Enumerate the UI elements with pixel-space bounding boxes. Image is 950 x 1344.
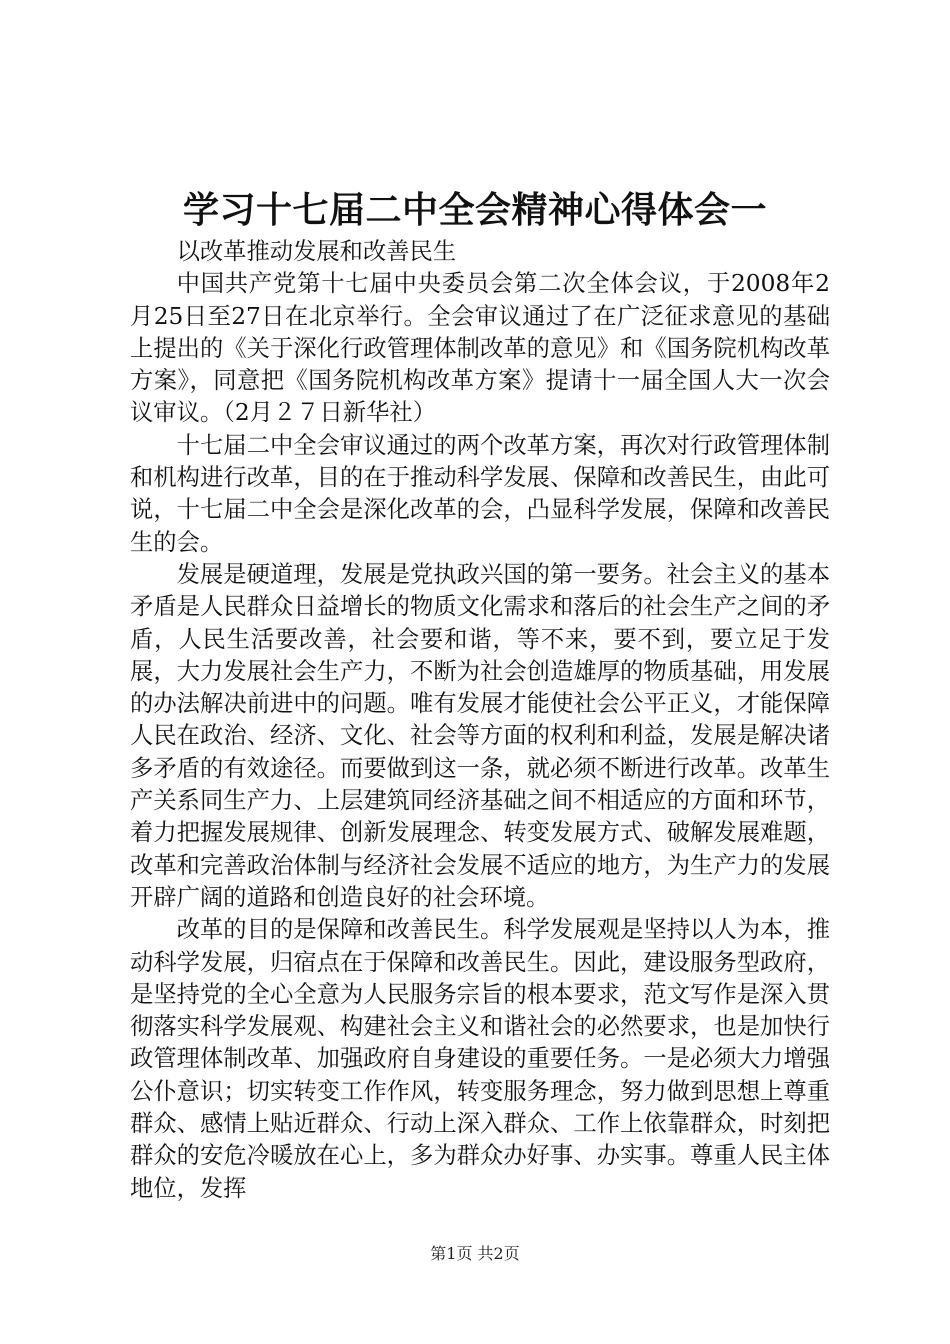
- paragraph-subtitle: 以改革推动发展和改善民生: [176, 238, 457, 265]
- page-footer: 第1页 共2页: [430, 1244, 520, 1263]
- document-body: [130, 236, 830, 1205]
- paragraph-4: 改革的目的是保障和改善民生。科学发展观是坚持以人为本，推动科学发展，归宿点在于保障和改善民生。因此，建设服务型政府，是坚持党的全心全意为人民服务宗旨的根本要求，范文写作是深入贯彻落实科学发展观、构建社会主义和谐社会的必然要求，也是加快行政管理体制改革、加强政府自身建设的重要任务。一是必须大力增强公仆意识；切实转变工作作风，转变服务理念，努力做到思想上尊重群众、感情上贴近群众、行动上深入群众、工作上依靠群众，时刻把群众的安危冷暖放在心上，多为群众办好事、办实事。尊重人民主体地位，发挥: [130, 916, 830, 1202]
- document-title: 学习十七届二中全会精神心得体会一: [182, 189, 767, 231]
- paragraph-3: 发展是硬道理，发展是党执政兴国的第一要务。社会主义的基本矛盾是人民群众日益增长的物质文化需求和落后的社会生产之间的矛盾，人民生活要改善，社会要和谐，等不来，要不到，要立足于发展，大力发展社会生产力，不断为社会创造雄厚的物质基础，用发展的办法解决前进中的问题。唯有发展才能使社会公平正义，才能保障人民在政治、经济、文化、社会等方面的权利和利益，发展是解决诸多矛盾的有效途径。而要做到这一条，就必须不断进行改革。改革生产关系同生产力、上层建筑同经济基础之间不相适应的方面和环节，着力把握发展规律、创新发展理念、转变发展方式、破解发展难题，改革和完善政治体制与经济社会发展不适应的地方，为生产力的发展开辟广阔的道路和创造良好的社会环境。: [130, 560, 830, 911]
- paragraph-2: 十七届二中全会审议通过的两个改革方案，再次对行政管理体制和机构进行改革，目的在于推动科学发展、保障和改善民生，由此可说，十七届二中全会是深化改革的会，凸显科学发展，保障和改善民生的会。: [130, 431, 830, 556]
- paragraph-1: 中国共产党第十七届中央委员会第二次全体会议，于2008年2月25日至27日在北京举行。全会审议通过了在广泛征求意见的基础上提出的《关于深化行政管理体制改革的意见》和《国务院机构改革方案》，同意把《国务院机构改革方案》提请十一届全国人大一次会议审议。（2月２７日新华社）: [130, 270, 830, 427]
